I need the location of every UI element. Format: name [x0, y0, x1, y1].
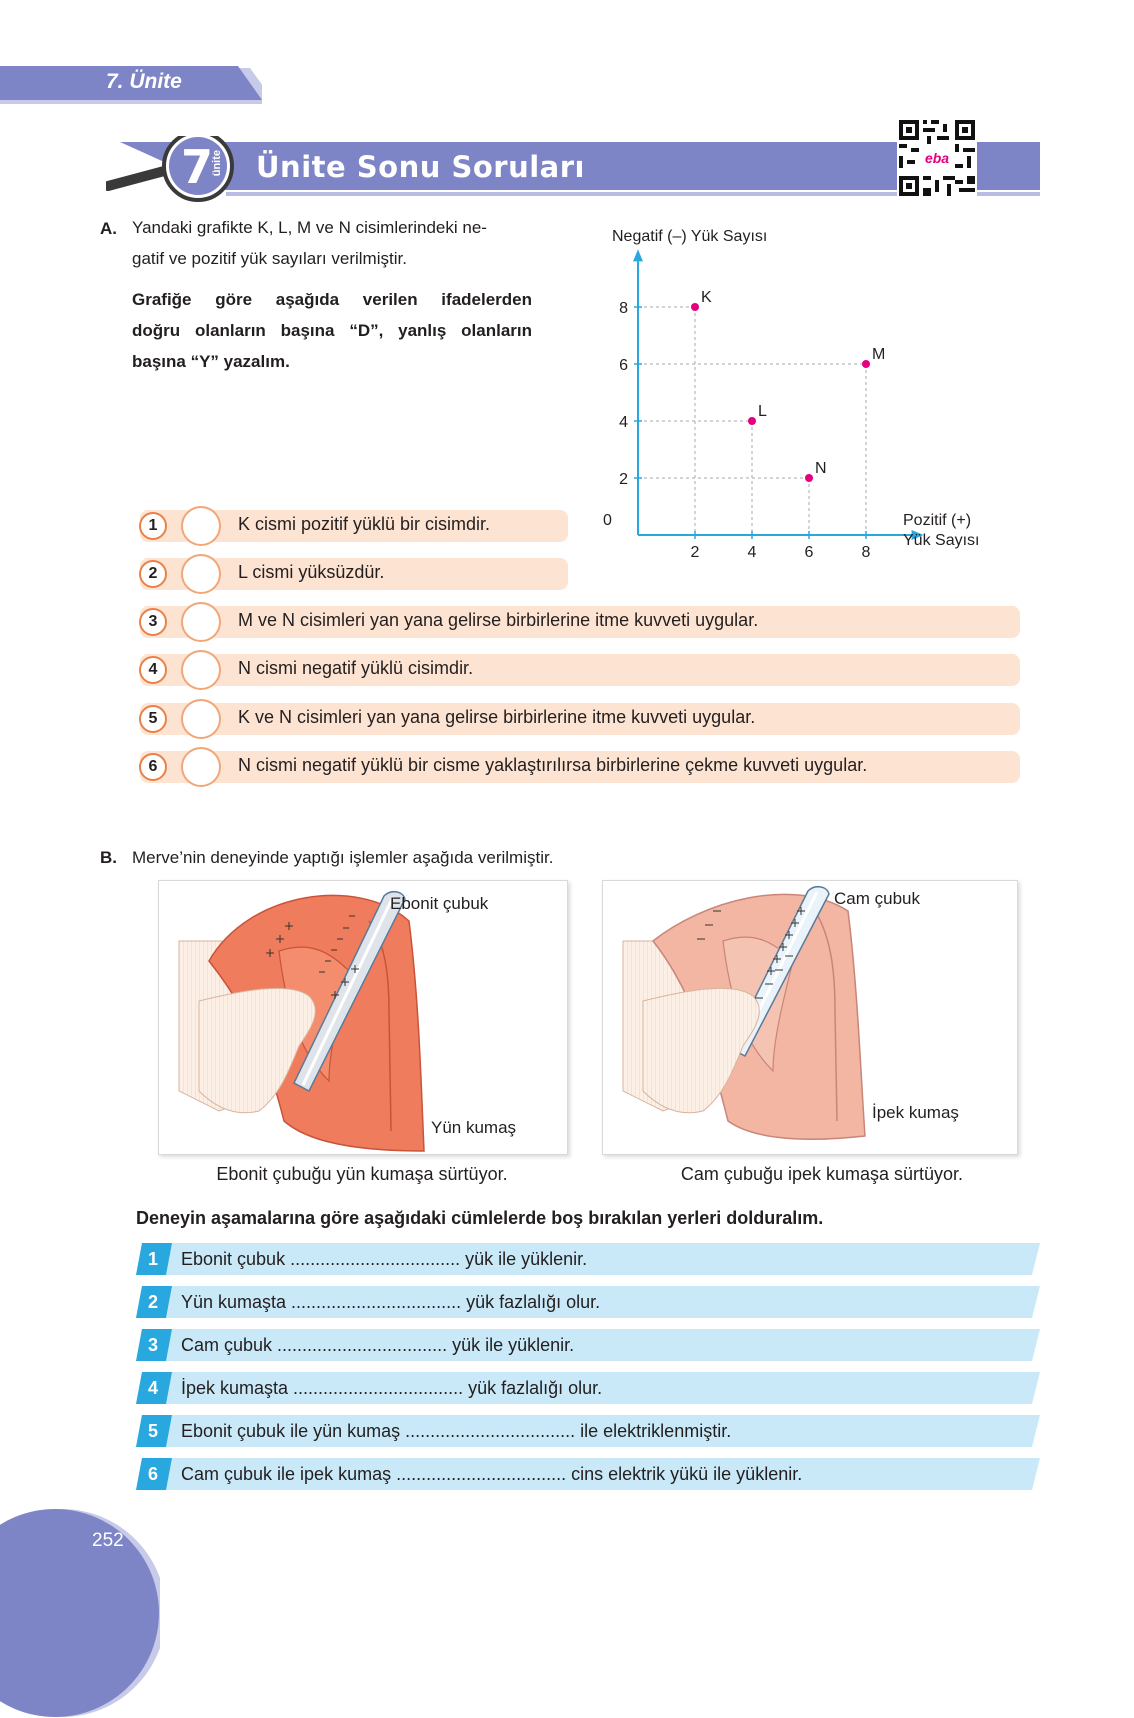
section-b-instruction: Deneyin aşamalarına göre aşağıdaki cümlelerde boş bırakılan yerleri dolduralım. — [136, 1208, 824, 1228]
fill-in-text[interactable]: Ebonit çubuk .................................. yük ile yüklenir. — [181, 1249, 588, 1269]
fill-in-text[interactable]: Yün kumaşta .................................. yük fazlalığı olur. — [181, 1292, 601, 1312]
statement-number: 1 — [139, 512, 167, 540]
fill-in-text[interactable]: Ebonit çubuk ile yün kumaş .................................. ile elektriklenmiştir. — [181, 1421, 732, 1441]
chart-y-tick-label: 2 — [619, 471, 628, 488]
unit-word: ünite — [211, 150, 223, 177]
chart-x-tick-label: 2 — [690, 544, 700, 561]
silk-cloth-label: İpek kumaş — [872, 1103, 959, 1122]
statement-text: K cismi pozitif yüklü bir cisimdir. — [238, 514, 491, 534]
instruction-line-2: doğru olanların başına “D”, yanlış olanların — [132, 321, 532, 340]
glass-rod-label: Cam çubuk — [834, 889, 920, 908]
chart-point-n — [805, 474, 813, 482]
chart-x-axis-label-line2: Yük Sayısı — [903, 532, 980, 549]
instruction-line-3: başına “Y” yazalım. — [132, 352, 290, 371]
page-number-circle — [0, 1508, 160, 1718]
answer-circle[interactable] — [181, 506, 221, 546]
unit-tab-label: 7. Ünite — [106, 70, 182, 93]
chart-point-label: L — [758, 403, 767, 420]
answer-circle[interactable] — [181, 650, 221, 690]
answer-circle[interactable] — [181, 554, 221, 594]
image1-caption: Ebonit çubuğu yün kumaşa sürtüyor. — [216, 1164, 508, 1184]
fill-in-number: 4 — [147, 1378, 158, 1398]
answer-circle[interactable] — [181, 747, 221, 787]
chart-x-axis-label-line1: Pozitif (+) — [903, 512, 972, 529]
experiment-image-ebonit — [158, 880, 568, 1155]
chart-point-label: K — [701, 289, 712, 306]
fill-in-text[interactable]: İpek kumaşta .................................. yük fazlalığı olur. — [181, 1378, 603, 1398]
chart-y-tick-label: 6 — [619, 357, 628, 374]
statement-text: L cismi yüksüzdür. — [238, 562, 385, 582]
image2-caption: Cam çubuğu ipek kumaşa sürtüyor. — [680, 1164, 964, 1184]
chart-point-l — [748, 417, 756, 425]
statement-number: 4 — [139, 656, 167, 684]
ebonit-wool-illustration — [159, 881, 567, 1154]
statement-number: 6 — [139, 753, 167, 781]
wool-cloth-label: Yün kumaş — [431, 1118, 517, 1137]
page-number: 252 — [92, 1530, 124, 1551]
chart-y-tick-label: 4 — [619, 414, 628, 431]
answer-circle[interactable] — [181, 602, 221, 642]
fill-in-number: 1 — [147, 1249, 158, 1269]
section-b-label: B. — [100, 848, 117, 867]
fill-in-number: 5 — [147, 1421, 158, 1441]
section-a-instruction — [132, 284, 532, 377]
ebonit-rod-label: Ebonit çubuk — [390, 894, 489, 913]
intro-line-2: gatif ve pozitif yük sayıları verilmiştir. — [132, 249, 407, 268]
chart-y-tick-label: 8 — [619, 300, 628, 317]
chart-x-tick-label: 6 — [804, 544, 814, 561]
statement-text: M ve N cisimleri yan yana gelirse birbirlerine itme kuvveti uygular. — [238, 610, 759, 630]
chart-x-tick-label: 4 — [747, 544, 757, 561]
section-a-label: A. — [100, 219, 117, 238]
chart-point-m — [862, 360, 870, 368]
statement-text: N cismi negatif yüklü cisimdir. — [238, 658, 474, 678]
chart-x-tick-label: 8 — [861, 544, 871, 561]
chart-y-axis-label: Negatif (–) Yük Sayısı — [612, 228, 768, 245]
answer-circle[interactable] — [181, 699, 221, 739]
statement-number: 3 — [139, 608, 167, 636]
chart-point-k — [691, 303, 699, 311]
qr-logo-text: eba — [924, 150, 950, 166]
chart-point-label: N — [815, 460, 827, 477]
instruction-line-1: Grafiğe göre aşağıda verilen ifadelerden — [132, 290, 532, 309]
statement-text: K ve N cisimleri yan yana gelirse birbirlerine itme kuvveti uygular. — [238, 707, 756, 727]
chart-origin-label: 0 — [603, 512, 612, 529]
chart-point-label: M — [872, 346, 886, 363]
intro-line-1: Yandaki grafikte K, L, M ve N cisimlerindeki ne- — [132, 218, 487, 237]
section-a-intro — [132, 212, 487, 274]
chart-y-axis-arrow — [633, 249, 643, 261]
qr-code-icon[interactable] — [897, 118, 977, 198]
fill-in-number: 6 — [147, 1464, 158, 1484]
unit-number: 7 — [180, 140, 213, 194]
statement-text: N cismi negatif yüklü bir cisme yaklaştırılırsa birbirlerine çekme kuvveti uygular. — [238, 755, 868, 775]
fill-in-number: 3 — [147, 1335, 158, 1355]
statement-number: 2 — [139, 560, 167, 588]
fill-in-number: 2 — [147, 1292, 158, 1312]
fill-in-text[interactable]: Cam çubuk ile ipek kumaş .................................. cins elektrik yükü ile yüklenir. — [181, 1464, 803, 1484]
section-b-intro: Merve’nin deneyinde yaptığı işlemler aşağıda verilmiştir. — [132, 848, 554, 867]
charge-chart — [600, 220, 1030, 570]
page-title: Ünite Sonu Soruları — [256, 150, 585, 184]
statement-number: 5 — [139, 705, 167, 733]
fill-in-text[interactable]: Cam çubuk .................................. yük ile yüklenir. — [181, 1335, 575, 1355]
